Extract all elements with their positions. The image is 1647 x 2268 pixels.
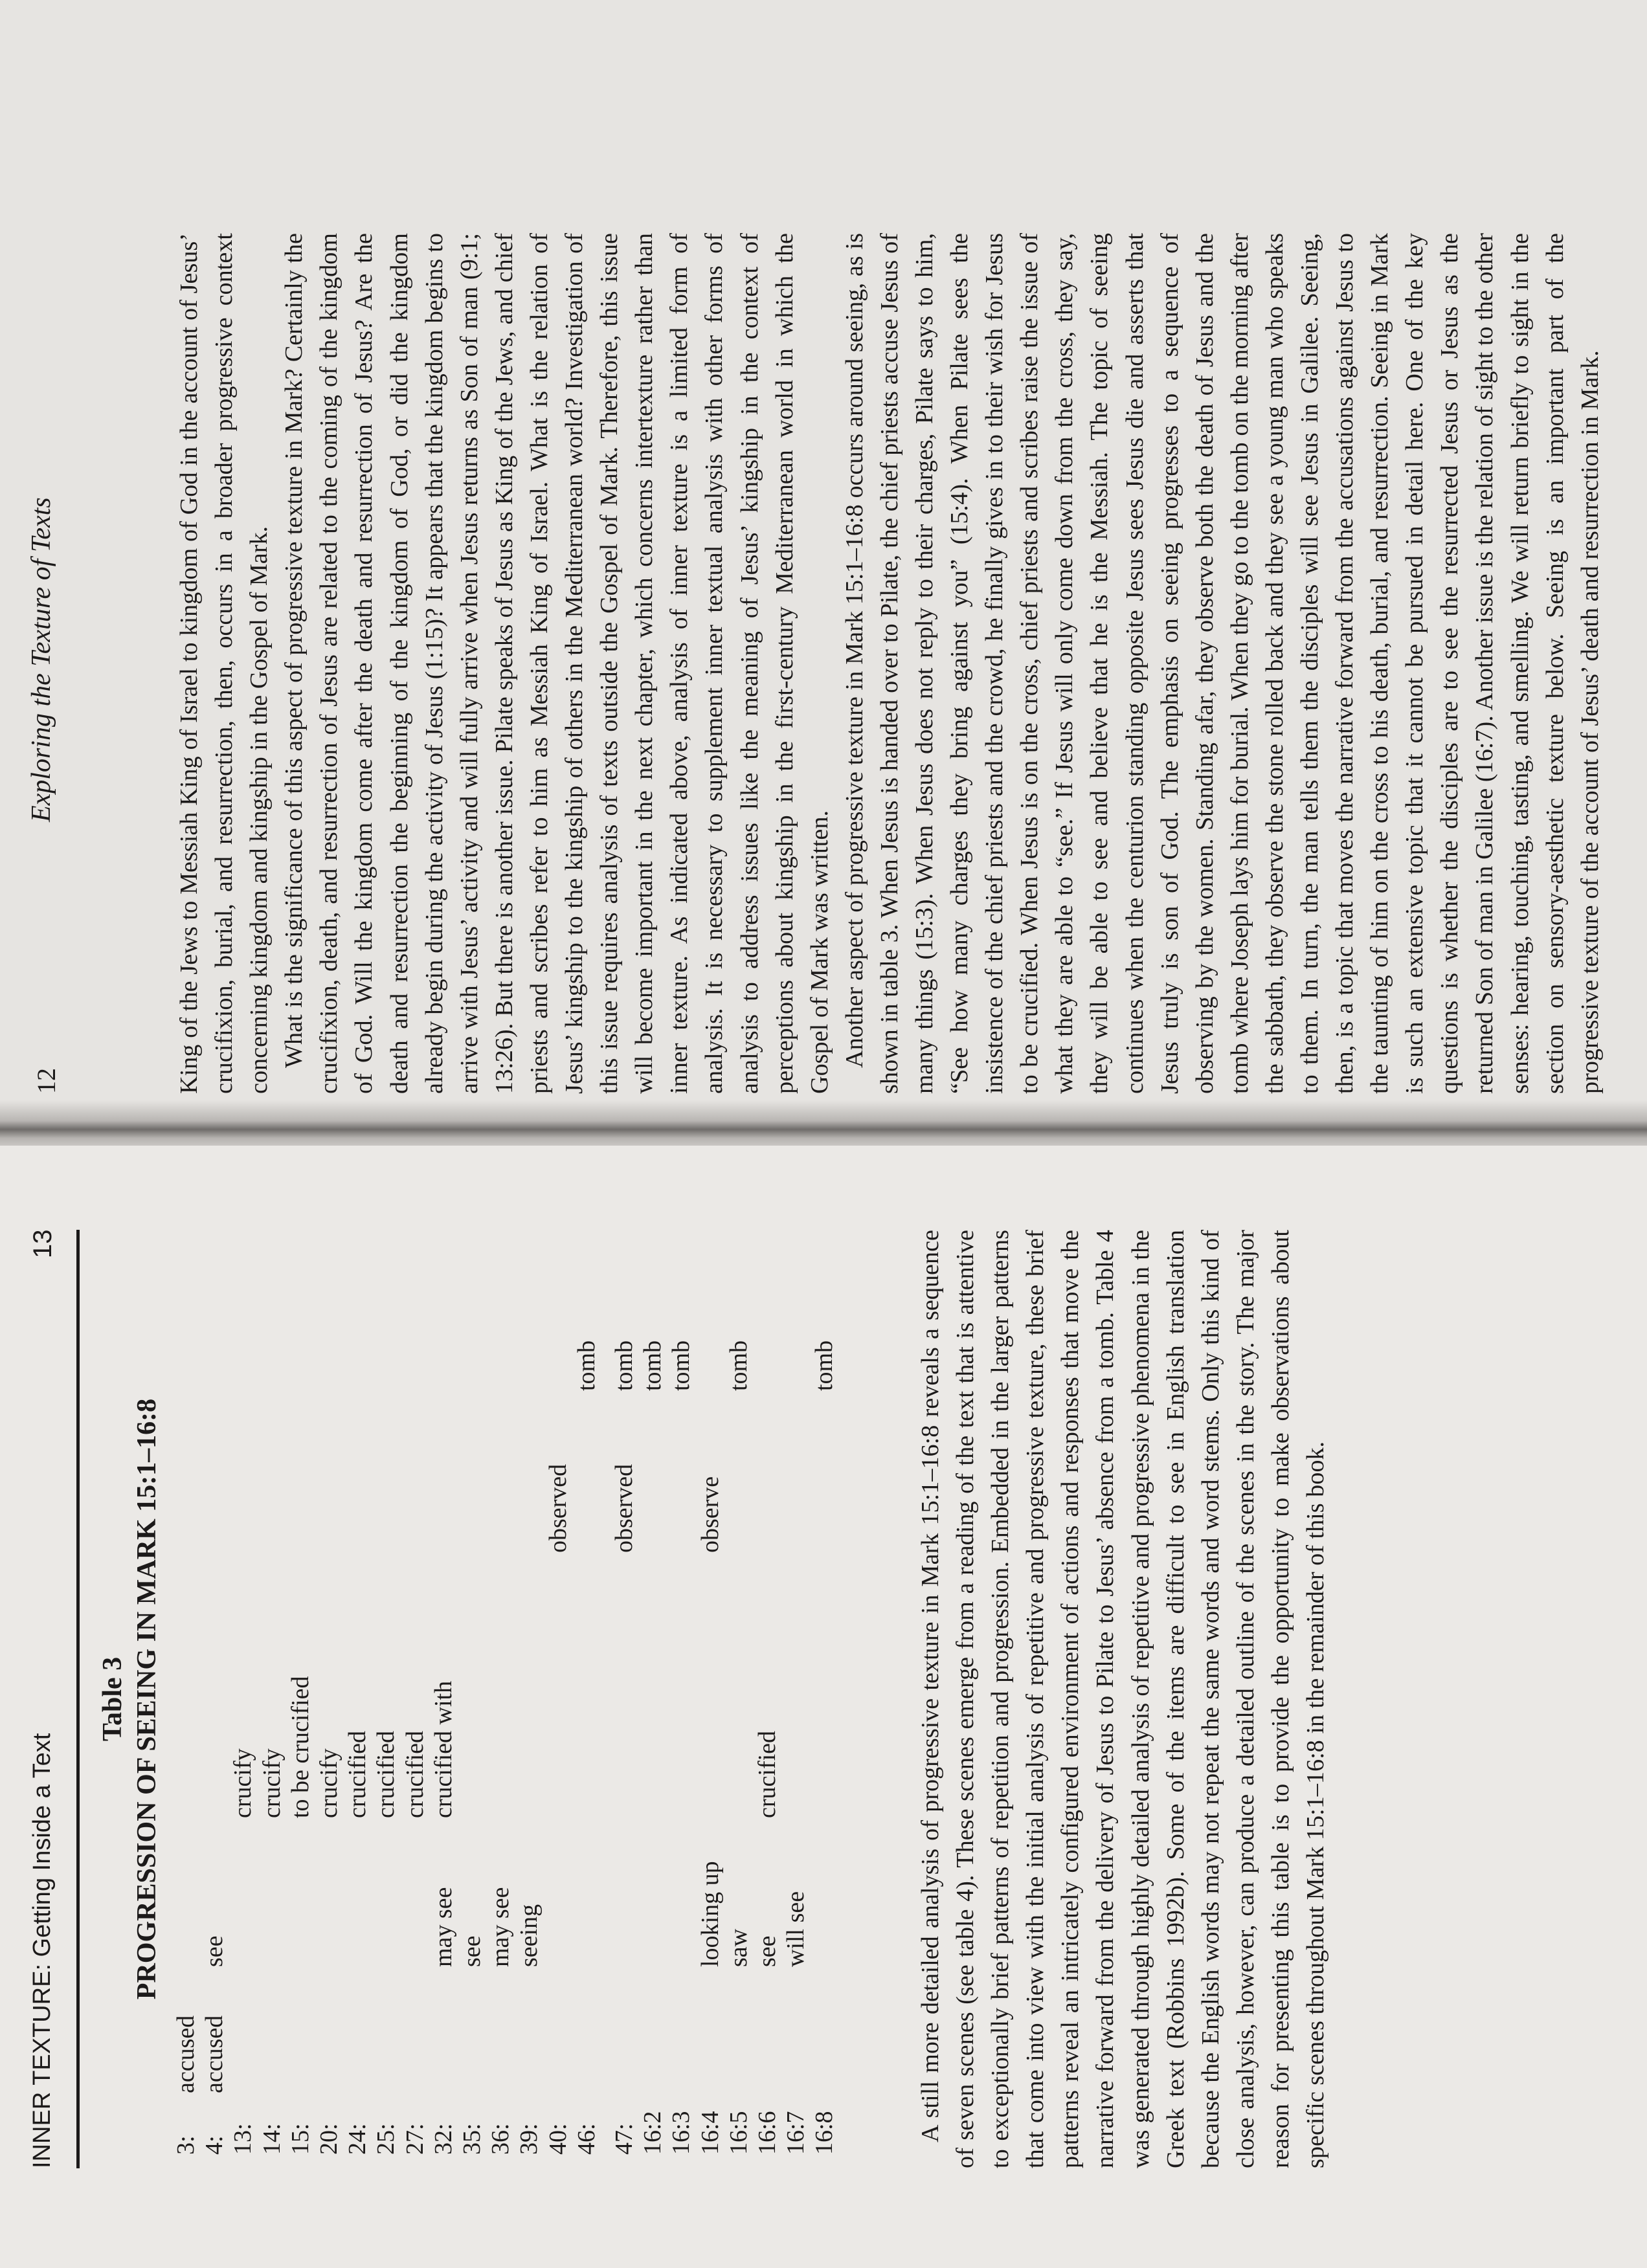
table-cell-verse: 25: <box>372 2123 400 2155</box>
table-cell-c3: crucified with <box>429 1680 457 1818</box>
table-row <box>544 1229 572 2155</box>
table-cell-verse: 46: <box>572 2123 600 2155</box>
table-row <box>515 1229 543 2155</box>
table-row <box>486 1229 515 2155</box>
page-13-running-head: INNER TEXTURE: Getting Inside a Text <box>28 1733 56 2168</box>
table-cell-c2: see <box>458 1935 486 1967</box>
table-row <box>343 1229 372 2155</box>
table-cell-c5: tomb <box>572 1340 600 1391</box>
table-cell-c3: crucified <box>344 1730 372 1818</box>
table-cell-c1: accused <box>201 2015 229 2093</box>
table-cell-c5: tomb <box>611 1340 638 1391</box>
table-cell-c3: crucified <box>754 1730 781 1818</box>
table-cell-verse: 16:4 <box>696 2111 724 2155</box>
table-cell-c5: tomb <box>639 1340 667 1391</box>
table-row <box>315 1229 343 2155</box>
table-row <box>572 1229 601 2155</box>
table-row <box>638 1229 667 2155</box>
table-cell-verse: 3: <box>172 2135 199 2155</box>
table-3 <box>172 1229 871 2155</box>
table-cell-c2: see <box>754 1935 781 1967</box>
table-cell-verse: 36: <box>487 2123 515 2155</box>
table-cell-c4: observe <box>696 1476 724 1553</box>
table-cell-verse: 16:5 <box>724 2111 752 2155</box>
table-row <box>667 1229 695 2155</box>
page-12-paragraph-2: What is the significance of this aspect of progressive texture in Mark? Certainly the crucifixion, death, and resurrection of Jesus are related to the coming of the kingdom of God. Will the kingdom come after the death and resurrection of Jesus? Are the death and resurrection the beginning of the kingdom of God, or did the kingdom already begin during the activity of Jesus (1:15)? It appears that the kingdom begins to arrive with Jesus’ activity and will fully arrive when Jesus returns as Son of man (9:1; 13:26). But there is another issue. Pilate speaks of Jesus as King of the Jews, and chief priests and scribes refer to him as Messiah King of Israel. What is the relation of Jesus’ kingship to the kingship of others in the Mediterranean world? Investigation of this issue requires analysis of texts outside the Gospel of Mark. Therefore, this issue will become important in the next chapter, which concerns intertexture rather than inner texture. As indicated above, analysis of inner texture is a limited form of analysis. It is necessary to supplement inner textual analysis with other forms of analysis to address issues like the meaning of Jesus’ kingship in the context of perceptions about kingship in the first-century Mediterranean world in which the Gospel of Mark was written. <box>280 233 833 1094</box>
table-3-heading: PROGRESSION OF SEEING IN MARK 15:1–16:8 <box>132 1398 162 2000</box>
table-row <box>258 1229 286 2155</box>
table-cell-verse: 15: <box>286 2123 314 2155</box>
table-cell-c3: crucified <box>401 1730 429 1818</box>
table-cell-verse: 13: <box>229 2123 257 2155</box>
table-cell-c5: tomb <box>724 1340 752 1391</box>
table-cell-verse: 40: <box>544 2123 572 2155</box>
table-cell-c5: tomb <box>811 1340 838 1391</box>
table-row <box>172 1229 200 2155</box>
table-cell-c2: saw <box>724 1928 752 1967</box>
table-cell-verse: 16:8 <box>811 2111 838 2155</box>
table-cell-verse: 24: <box>344 2123 372 2155</box>
table-cell-c3: crucified <box>372 1730 400 1818</box>
table-row <box>781 1229 810 2155</box>
table-row <box>401 1229 429 2155</box>
page-12-body <box>172 233 1608 1094</box>
table-cell-verse: 4: <box>201 2135 229 2155</box>
table-row <box>610 1229 638 2155</box>
table-cell-c3: crucify <box>315 1748 342 1818</box>
page-12-running-head: Exploring the Texture of Texts <box>27 497 56 822</box>
table-cell-verse: 14: <box>258 2123 286 2155</box>
table-cell-c3: crucify <box>229 1748 257 1818</box>
table-cell-c3: to be crucified <box>286 1676 314 1818</box>
table-cell-verse: 16:2 <box>639 2111 667 2155</box>
page-12-paragraph-1: King of the Jews to Messiah King of Israel to kingdom of God in the account of Jesus’ crucifixion, burial, and resurrection, then, occurs in a broader progressive context concerning kingdom and kingship in the Gospel of Mark. <box>175 233 273 1094</box>
page-13-folio: 13 <box>28 1229 57 1258</box>
table-cell-c1: accused <box>172 2015 199 2093</box>
table-row <box>372 1229 400 2155</box>
table-cell-verse: 16:6 <box>754 2111 781 2155</box>
table-row <box>696 1229 724 2155</box>
table-cell-verse: 20: <box>315 2123 342 2155</box>
table-cell-verse: 47: <box>611 2123 638 2155</box>
table-cell-c2: will see <box>782 1891 810 1967</box>
page-12-paragraph-3: Another aspect of progressive texture in Mark 15:1–16:8 occurs around seeing, as is shown in table 3. When Jesus is handed over to Pilate, the chief priests accuse Jesus of many things (15:3). When Jesus does not reply to their charges, Pilate says to him, “See how many charges they bring against you” (15:4). When Pilate sees the insistence of the chief priests and the crowd, he finally gives in to their wish for Jesus to be crucified. When Jesus is on the cross, chief priests and scribes raise the issue of what they are able to “see.” If Jesus will only come down from the cross, they say, they will be able to see and believe that he is the Messiah. The topic of seeing continues when the centurion standing opposite Jesus sees Jesus die and asserts that Jesus truly is son of God. The emphasis on seeing progresses to a sequence of observing by the women. Standing afar, they observe both the death of Jesus and the tomb where Joseph lays him for burial. When they go to the tomb on the morning after the sabbath, they observe the stone rolled back and they see a young man who speaks to them. In turn, the man tells them the disciples will see Jesus in Galilee. Seeing, then, is a topic that moves the narrative forward from the accusations against Jesus to the taunting of him on the cross to his death, burial, and resurrection. Seeing in Mark is such an extensive topic that it cannot be pursued in detail here. One of the key questions is whether the disciples are to see the resurrected Jesus or Jesus as the returned Son of man in Galilee (16:7). Another issue is the relation of sight to the other senses: hearing, touching, tasting, and smelling. We will return briefly to sight in the section on sensory-aesthetic texture below. Seeing is an important part of the progressive texture of the account of Jesus’ death and resurrection in Mark. <box>840 233 1604 1094</box>
table-cell-c5: tomb <box>667 1340 695 1391</box>
table-row <box>810 1229 838 2155</box>
page-13-paragraph-1: A still more detailed analysis of progressive texture in Mark 15:1–16:8 reveals a sequence of seven scenes (see table 4). These scenes emerge from a reading of the text that is attentive to exceptionally brief patterns of repetition and progression. Embedded in the larger patterns that come into view with the initial analysis of repetitive and progressive texture, these brief patterns reveal an intricately configured environment of actions and responses that move the narrative forward from the delivery of Jesus to Pilate to Jesus’ absence from a tomb. Table 4 was generated through highly detailed analysis of repetitive and progressive phenomena in the Greek text (Robbins 1992b). Some of the items are difficult to see in English translation because the English words may not repeat the same words and word stems. Only this kind of close analysis, however, can produce a detailed outline of the scenes in the story. The major reason for presenting this table is to provide the opportunity to make observations about specific scenes throughout Mark 15:1–16:8 in the remainder of this book. <box>917 1230 1330 2168</box>
table-cell-c2: see <box>201 1935 229 1967</box>
table-row <box>429 1229 458 2155</box>
table-row <box>724 1229 753 2155</box>
table-cell-c2: looking up <box>696 1861 724 1967</box>
table-cell-c2: may see <box>429 1887 457 1967</box>
page-12 <box>0 0 1647 1113</box>
table-row <box>458 1229 486 2155</box>
table-row <box>753 1229 781 2155</box>
table-cell-c2: seeing <box>515 1904 543 1967</box>
page-13 <box>0 1146 1647 2268</box>
table-cell-verse: 16:7 <box>782 2111 810 2155</box>
table-3-label: Table 3 <box>98 1656 128 1742</box>
table-cell-c3: crucify <box>258 1748 286 1818</box>
table-cell-c4: observed <box>611 1463 638 1553</box>
table-cell-c2: may see <box>487 1887 515 1967</box>
table-cell-verse: 39: <box>515 2123 543 2155</box>
table-row <box>229 1229 257 2155</box>
table-cell-verse: 16:3 <box>667 2111 695 2155</box>
table-row <box>200 1229 229 2155</box>
page-12-folio: 12 <box>32 1068 61 1094</box>
header-rule <box>76 1230 80 2168</box>
page-13-body <box>913 1230 1333 2168</box>
table-row <box>286 1229 315 2155</box>
table-cell-verse: 35: <box>458 2123 486 2155</box>
table-cell-c4: observed <box>544 1463 572 1553</box>
table-cell-verse: 32: <box>429 2123 457 2155</box>
table-cell-verse: 27: <box>401 2123 429 2155</box>
